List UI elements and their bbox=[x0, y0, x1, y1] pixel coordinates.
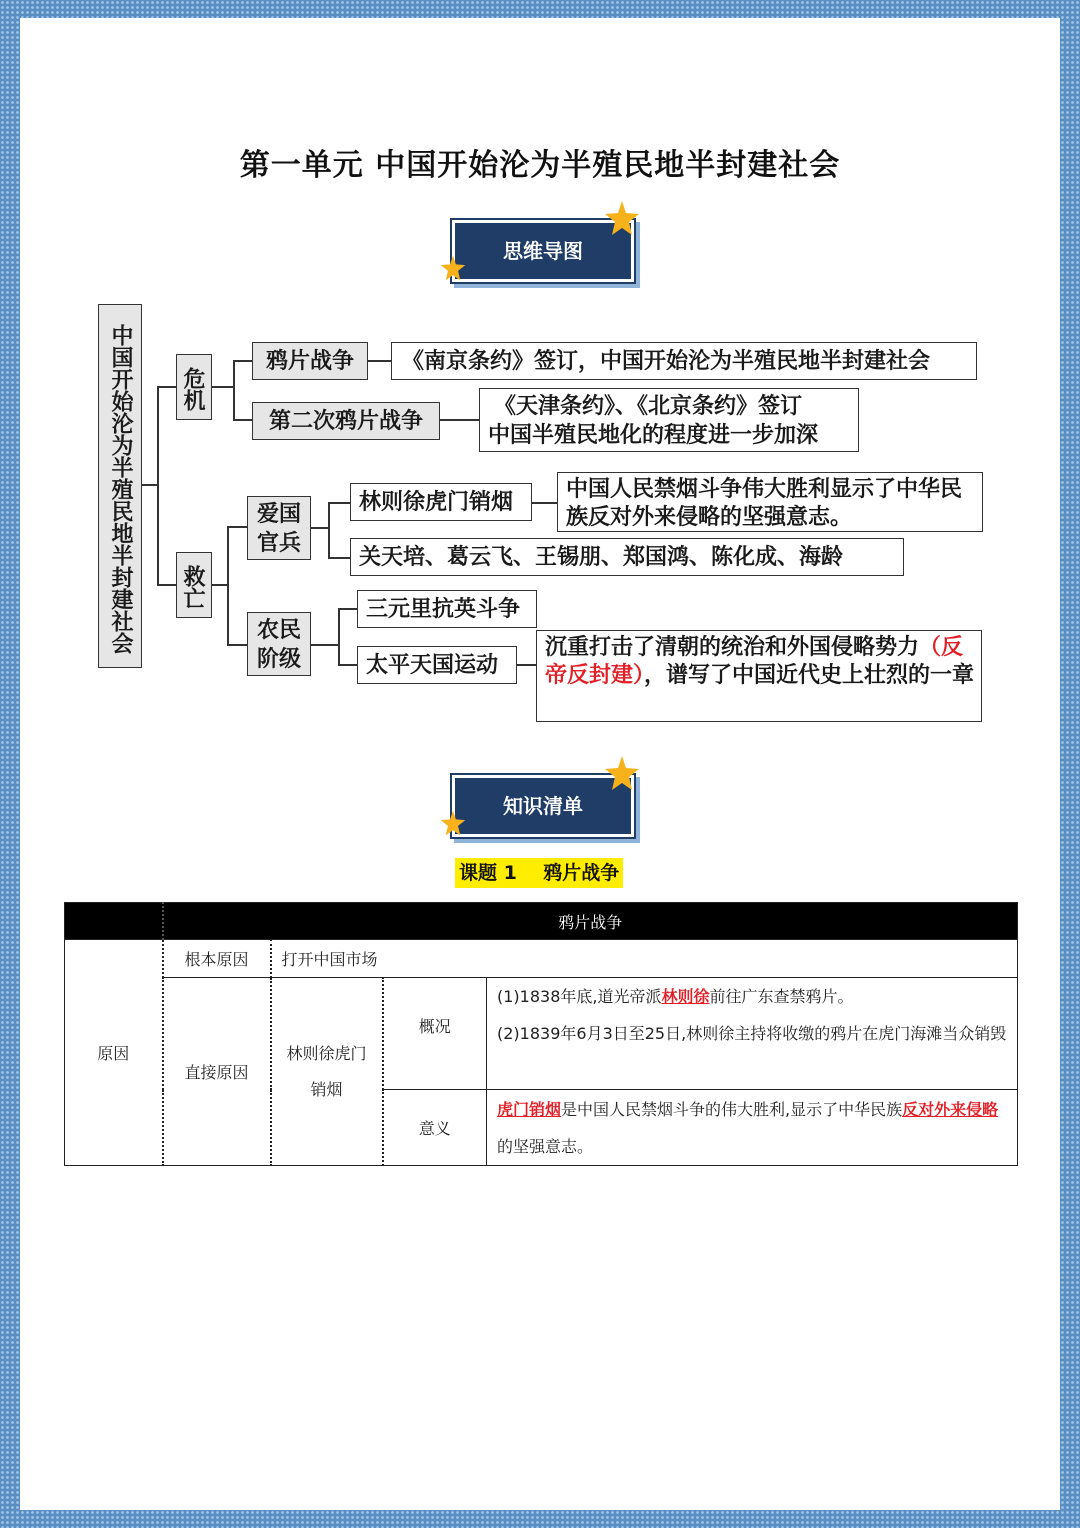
table-row bbox=[65, 978, 1018, 1090]
peasants-label: 农民阶级 bbox=[256, 617, 301, 671]
star-icon bbox=[604, 200, 640, 236]
knowledge-table bbox=[64, 902, 1018, 1166]
mindmap-lin: 林则徐虎门销烟 bbox=[350, 483, 532, 521]
mindmap-second-desc bbox=[479, 388, 859, 452]
mindmap-taiping-desc bbox=[536, 630, 982, 722]
mindmap-second-opium-war: 第二次鸦片战争 bbox=[252, 402, 440, 440]
event-cell bbox=[271, 978, 383, 1166]
root-cause-value: 打开中国市场 bbox=[271, 940, 1018, 978]
taiping-desc-a: 沉重打击了清朝的统治和外国侵略势力 bbox=[545, 634, 920, 659]
overview-line2: (2)1839年6月3日至25日,林则徐主持将收缴的鸦片在虎门海滩当众销毁 bbox=[497, 1024, 1007, 1043]
mindmap-sanyuanli: 三元里抗英斗争 bbox=[357, 590, 537, 628]
cause-cell: 原因 bbox=[65, 940, 163, 1166]
mindmap-rescue: 救亡 bbox=[176, 552, 212, 618]
table-header: 鸦片战争 bbox=[163, 903, 1018, 940]
event-label: 林则徐虎门销烟 bbox=[286, 1043, 367, 1099]
taiping-desc-b: ，谱写了中国近代史上壮烈的一章 bbox=[644, 662, 975, 687]
mindmap-generals: 关天培、葛云飞、王锡朋、郑国鸿、陈化成、海龄 bbox=[350, 538, 904, 576]
direct-cause-cell: 直接原因 bbox=[163, 978, 271, 1166]
meaning-cell: 意义 bbox=[383, 1090, 487, 1166]
ov1-a: (1)1838年底,道光帝派 bbox=[497, 987, 662, 1006]
overview-line1 bbox=[497, 978, 1007, 1015]
second-desc-line2: 中国半殖民地化的程度进一步加深 bbox=[488, 422, 819, 447]
root-cause-cell: 根本原因 bbox=[163, 940, 271, 978]
overview-value bbox=[487, 978, 1018, 1090]
star-icon bbox=[604, 755, 640, 791]
mindmap-badge: 思维导图 bbox=[452, 220, 634, 282]
mindmap-opium-war: 鸦片战争 bbox=[252, 342, 368, 380]
mindmap-officials bbox=[247, 496, 311, 560]
mindmap-lin-desc: 中国人民禁烟斗争伟大胜利显示了中华民族反对外来侵略的坚强意志。 bbox=[557, 472, 983, 532]
meaning-b: 的坚强意志。 bbox=[497, 1136, 594, 1156]
meaning-a: 是中国人民禁烟斗争的伟大胜利,显示了中华民族 bbox=[561, 1099, 903, 1119]
mindmap-opium-war-desc: 《南京条约》签订，中国开始沦为半殖民地半封建社会 bbox=[391, 342, 977, 380]
officials-label: 爱国官兵 bbox=[256, 501, 301, 555]
page-title: 第一单元 中国开始沦为半殖民地半封建社会 bbox=[239, 148, 841, 183]
second-desc-line1: 《天津条约》、《北京条约》签订 bbox=[494, 393, 803, 418]
meaning-highlight-2: 反对外来侵略 bbox=[902, 1099, 999, 1119]
table-row bbox=[65, 903, 1018, 940]
ov1-highlight: 林则徐 bbox=[661, 987, 710, 1006]
lesson-title: 课题 1 鸦片战争 bbox=[455, 858, 623, 888]
mindmap-root: 中国开始沦为半殖民地半封建社会 bbox=[98, 304, 142, 668]
mindmap-peasants bbox=[247, 612, 311, 676]
star-icon bbox=[440, 810, 466, 836]
taiping-desc-red: （反帝反封建） bbox=[545, 634, 964, 687]
meaning-value bbox=[487, 1090, 1018, 1166]
meaning-highlight-1: 虎门销烟 bbox=[497, 1099, 562, 1119]
overview-cell: 概况 bbox=[383, 978, 487, 1090]
ov1-b: 前往广东查禁鸦片。 bbox=[709, 987, 854, 1006]
knowledge-badge: 知识清单 bbox=[452, 775, 634, 837]
table-row bbox=[65, 940, 1018, 978]
mindmap-taiping: 太平天国运动 bbox=[357, 646, 517, 684]
star-icon bbox=[440, 255, 466, 281]
mindmap-crisis: 危机 bbox=[176, 354, 212, 420]
